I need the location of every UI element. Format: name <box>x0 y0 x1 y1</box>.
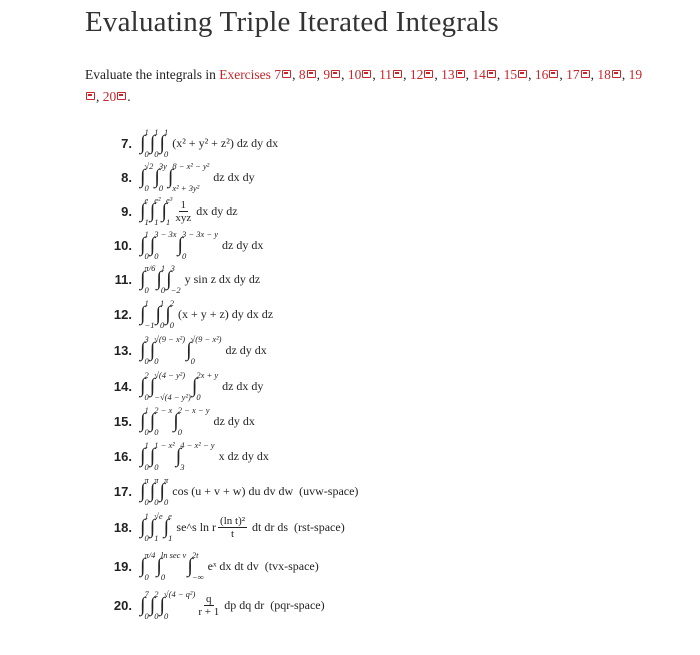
problem-number: 8. <box>121 169 132 185</box>
integral-sign: ∫ π 0 <box>140 475 149 507</box>
exercise-link-11[interactable] <box>379 67 403 82</box>
fraction: $\frac{q}{r + 1}$ <box>198 592 220 618</box>
integral-sign: ∫ e² 1 <box>149 195 161 227</box>
integral-sign: ∫ 3 − 3x − y 0 <box>177 229 218 261</box>
lower-limit: 0 <box>154 611 159 621</box>
lower-limit: 1 <box>168 533 173 543</box>
lower-limit: 0 <box>144 462 149 472</box>
exercise-link-12[interactable] <box>410 67 435 82</box>
lower-limit: 0 <box>154 462 159 472</box>
problem-number: 19. <box>113 558 132 574</box>
lower-limit: 0 <box>196 392 201 402</box>
upper-limit: ln sec v <box>160 550 187 560</box>
upper-limit: 1 <box>159 298 165 308</box>
integrand: dz dy dx <box>213 413 255 428</box>
exercise-link-label: 7 <box>274 67 282 82</box>
exercise-link-9[interactable] <box>323 67 341 82</box>
external-link-icon <box>581 70 590 78</box>
upper-limit: 3 − 3x <box>154 229 177 239</box>
integrand: dx dy dz <box>196 203 238 218</box>
exercise-link-label: 19 <box>628 67 643 82</box>
integrand: cos (u + v + w) du dv dw <box>172 483 294 498</box>
lower-limit: 0 <box>154 251 159 261</box>
lower-limit: 0 <box>160 572 166 582</box>
external-link-icon <box>424 70 433 78</box>
integral-sign: ∫ 2 0 <box>149 589 159 621</box>
lower-limit: 0 <box>144 533 149 543</box>
exercise-link-16[interactable] <box>535 67 560 82</box>
problem-13 <box>108 335 267 365</box>
problem-9 <box>108 196 238 226</box>
lower-limit: 3 <box>180 462 185 472</box>
exercise-link-label: 16 <box>534 67 549 82</box>
upper-limit: √2 <box>144 161 154 171</box>
fraction: $\frac{\text{(ln t)²}}{t}$ <box>220 514 246 540</box>
integral-sign: ∫ 1 0 <box>159 127 169 159</box>
integral-sign: ∫ e³ 1 <box>161 195 173 227</box>
integral-sign: ∫ 2x + y 0 <box>191 370 219 402</box>
exercise-link-label: 17 <box>566 67 580 82</box>
upper-limit: 7 <box>144 589 149 599</box>
integral-sign: ∫ 2 − x 0 <box>149 405 173 437</box>
lower-limit: −1 <box>144 320 155 330</box>
coordinate-space: (uvw-space) <box>299 483 359 498</box>
upper-limit: π/4 <box>144 550 156 560</box>
exercise-link-label: 10 <box>347 67 362 82</box>
integral-sign: ∫ 2 0 <box>165 298 174 330</box>
upper-limit: 3 <box>144 334 149 344</box>
problem-number: 20. <box>113 597 132 613</box>
problem-8 <box>108 162 255 192</box>
lower-limit: 0 <box>144 392 149 402</box>
problem-number: 9. <box>121 203 132 219</box>
problem-number: 10. <box>113 237 132 253</box>
lower-limit: 0 <box>144 149 149 159</box>
integral-sign: ∫ 4 − x² − y 3 <box>175 440 215 472</box>
external-link-icon <box>282 70 291 78</box>
lower-limit: 0 <box>177 427 182 437</box>
integral-sign: ∫ π/4 0 <box>140 550 156 582</box>
external-link-icon <box>456 70 465 78</box>
problem-number: 17. <box>113 483 132 499</box>
lower-limit: 0 <box>181 251 187 261</box>
integral-sign: ∫ 1 0 <box>155 298 165 330</box>
upper-limit: 1 <box>144 440 149 450</box>
integral-sign: ∫ √(4 − y²) −√(4 − y²) <box>149 370 191 402</box>
integrand: eˣ dx dt dv <box>207 558 259 573</box>
problem-20 <box>108 590 325 620</box>
external-link-icon <box>518 70 527 78</box>
problem-17 <box>108 476 358 506</box>
upper-limit: π/6 <box>144 263 156 273</box>
lower-limit: 0 <box>144 251 149 261</box>
lower-limit: 1 <box>144 217 149 227</box>
upper-limit: √e <box>154 511 163 521</box>
lower-limit: 0 <box>144 356 149 366</box>
integrand: dz dy dx <box>225 342 267 357</box>
upper-limit: e² <box>154 195 161 205</box>
problem-number: 12. <box>113 306 132 322</box>
upper-limit: 2 <box>169 298 174 308</box>
integral-sign: ∫ 8 − x² − y² x² + 3y² <box>167 161 210 193</box>
exercise-link-label: 11 <box>379 67 393 82</box>
lower-limit: 0 <box>190 356 195 366</box>
upper-limit: 2 <box>154 589 159 599</box>
external-link-icon <box>393 70 402 78</box>
integral-sign: ∫ 2t −∞ <box>187 550 204 582</box>
integral-sign: ∫ √(9 − x²) 0 <box>186 334 222 366</box>
lower-limit: 0 <box>163 611 169 621</box>
lower-limit: −√(4 − y²) <box>154 392 191 402</box>
intro-paragraph: Evaluate the integrals in Exercises 7 , 8 , 9 , 10 , 11 , 12 , 13 , 14 , 15 , 16 , 17 , 18 , 19, 20 . <box>85 67 643 104</box>
exercise-link-7[interactable] <box>274 67 292 82</box>
upper-limit: √(4 − q²) <box>163 589 196 599</box>
lower-limit: 0 <box>144 183 149 193</box>
integrand: (x² + y² + z²) dz dy dx <box>172 135 279 150</box>
integral-sign: ∫ 1 0 <box>140 405 149 437</box>
external-link-icon <box>487 70 496 78</box>
lower-limit: 1 <box>154 217 159 227</box>
integral-sign: ∫ 3y 0 <box>154 161 167 193</box>
external-link-icon <box>362 70 371 78</box>
exercise-link-14[interactable] <box>472 67 497 82</box>
upper-limit: 1 <box>144 127 149 137</box>
exercise-link-label: 8 <box>298 67 306 82</box>
exercise-link-label: 15 <box>503 67 518 82</box>
integral-sign: ∫ 1 0 <box>140 229 149 261</box>
lower-limit: 0 <box>154 149 159 159</box>
exercise-link-13[interactable] <box>441 67 466 82</box>
upper-limit: 4 − x² − y <box>180 440 215 450</box>
upper-limit: 3y <box>158 161 167 171</box>
lower-limit: 0 <box>144 572 149 582</box>
problem-14 <box>108 371 263 401</box>
external-link-icon <box>549 70 558 78</box>
lower-limit: 0 <box>163 497 169 507</box>
exercise-link-8[interactable] <box>299 67 317 82</box>
integral-sign: ∫ 1 0 <box>140 511 149 543</box>
problem-15 <box>108 406 255 436</box>
exercise-link-20[interactable] <box>103 89 128 104</box>
integrand: dp dq dr <box>224 597 265 612</box>
problem-number: 18. <box>113 519 132 535</box>
exercise-link-label: 9 <box>323 67 331 82</box>
upper-limit: e³ <box>166 195 173 205</box>
external-link-icon <box>307 70 316 78</box>
fraction: $\frac{1}{\text{xyz}}$ <box>175 198 192 224</box>
integrand: dz dx dy <box>213 169 255 184</box>
upper-limit: 1 <box>160 263 166 273</box>
exercise-link-label: 18 <box>597 67 611 82</box>
lower-limit: 0 <box>154 497 159 507</box>
lower-limit: 1 <box>154 533 159 543</box>
upper-limit: 3 <box>170 263 175 273</box>
coordinate-space: (tvx-space) <box>264 558 319 573</box>
lower-limit: 0 <box>158 183 164 193</box>
integral-sign: ∫ √2 0 <box>140 161 154 193</box>
problem-number: 13. <box>113 342 132 358</box>
problem-19 <box>108 551 319 581</box>
problem-16 <box>108 441 269 471</box>
lower-limit: −∞ <box>191 572 204 582</box>
problem-10 <box>108 230 263 260</box>
lower-limit: 0 <box>160 285 166 295</box>
integrand: y sin z dx dy dz <box>184 271 261 286</box>
integral-sign: ∫ 1 0 <box>140 127 149 159</box>
lower-limit: 0 <box>154 356 159 366</box>
upper-limit: 1 <box>144 298 149 308</box>
upper-limit: π <box>154 475 159 485</box>
exercise-link-label: 20 <box>102 89 117 104</box>
lower-limit: 0 <box>144 285 149 295</box>
upper-limit: 1 <box>144 511 149 521</box>
lower-limit: 0 <box>144 427 149 437</box>
integral-sign: ∫ π 0 <box>159 475 169 507</box>
integrand: dt dr ds <box>252 519 289 534</box>
problem-7 <box>108 128 278 158</box>
upper-limit: 2t <box>191 550 199 560</box>
integral-sign: ∫ 1 0 <box>149 127 159 159</box>
upper-limit: 8 − x² − y² <box>172 161 210 171</box>
upper-limit: e <box>168 511 172 521</box>
upper-limit: 2 <box>144 370 149 380</box>
page-title: Evaluating Triple Iterated Integrals <box>85 6 499 38</box>
upper-limit: √(4 − y²) <box>154 370 186 380</box>
lower-limit: 0 <box>163 149 169 159</box>
integrand: (x + y + z) dy dx dz <box>177 306 274 321</box>
intro-lead: Evaluate the integrals in <box>85 67 220 82</box>
external-link-icon <box>117 92 126 100</box>
integral-sign: ∫ 2 − x − y 0 <box>173 405 210 437</box>
upper-limit: 1 <box>144 405 149 415</box>
exercises-label: Exercises <box>219 67 271 82</box>
upper-limit: 1 − x² <box>154 440 175 450</box>
lower-limit: 0 <box>154 427 159 437</box>
exercise-link-label: 13 <box>441 67 455 82</box>
upper-limit: 3 − 3x − y <box>181 229 218 239</box>
integral-sign: ∫ √(4 − q²) 0 <box>159 589 196 621</box>
upper-limit: 2 − x − y <box>177 405 210 415</box>
upper-limit: 1 <box>154 127 159 137</box>
exercise-link-label: 14 <box>472 67 486 82</box>
coordinate-space: (rst-space) <box>294 519 345 534</box>
integral-sign: ∫ 1 − x² 0 <box>149 440 175 472</box>
problem-number: 7. <box>121 135 132 151</box>
exercise-link-18[interactable] <box>597 67 622 82</box>
integral-sign: ∫ 1 0 <box>140 440 149 472</box>
integral-sign: ∫ √e 1 <box>149 511 163 543</box>
problem-number: 11. <box>114 271 132 287</box>
lower-limit: 0 <box>169 320 174 330</box>
problem-12 <box>108 299 273 329</box>
integral-sign: ∫ π 0 <box>149 475 159 507</box>
integrand: dz dx dy <box>222 378 264 393</box>
integral-sign: ∫ e 1 <box>163 511 173 543</box>
external-link-icon <box>612 70 621 78</box>
upper-limit: π <box>144 475 149 485</box>
external-link-icon <box>331 70 340 78</box>
problem-number: 14. <box>113 378 132 394</box>
integral-sign: ∫ 3 −2 <box>166 263 181 295</box>
integral-sign: ∫ 3 − 3x 0 <box>149 229 177 261</box>
lower-limit: x² + 3y² <box>172 183 200 193</box>
integral-sign: ∫ ln sec v 0 <box>156 550 187 582</box>
problem-number: 15. <box>113 413 132 429</box>
integrand: dz dy dx <box>222 237 264 252</box>
problem-18 <box>108 512 345 542</box>
integral-sign: ∫ 3 0 <box>140 334 149 366</box>
upper-limit: 1 <box>144 229 149 239</box>
integral-sign: ∫ e 1 <box>140 195 149 227</box>
upper-limit: π <box>163 475 169 485</box>
integral-sign: ∫ 1 −1 <box>140 298 155 330</box>
coordinate-space: (pqr-space) <box>270 597 325 612</box>
upper-limit: √(9 − x²) <box>190 334 222 344</box>
integrand-prefix: se^s ln r <box>176 519 217 534</box>
lower-limit: 0 <box>159 320 165 330</box>
upper-limit: √(9 − x²) <box>154 334 186 344</box>
lower-limit: 1 <box>166 217 171 227</box>
integral-sign: ∫ π/6 0 <box>140 263 156 295</box>
upper-limit: 1 <box>163 127 169 137</box>
upper-limit: 2x + y <box>196 370 219 380</box>
exercise-link-10[interactable] <box>348 67 373 82</box>
lower-limit: 0 <box>144 497 149 507</box>
integrand: x dz dy dx <box>218 448 269 463</box>
integral-sign: ∫ 2 0 <box>140 370 149 402</box>
lower-limit: 0 <box>144 611 149 621</box>
exercise-link-15[interactable] <box>504 67 529 82</box>
integral-sign: ∫ √(9 − x²) 0 <box>149 334 186 366</box>
integral-sign: ∫ 7 0 <box>140 589 149 621</box>
integral-sign: ∫ 1 0 <box>156 263 166 295</box>
upper-limit: e <box>144 195 149 205</box>
lower-limit: −2 <box>170 285 181 295</box>
problem-number: 16. <box>113 448 132 464</box>
exercise-link-17[interactable] <box>566 67 591 82</box>
exercise-link-label: 12 <box>409 67 424 82</box>
upper-limit: 2 − x <box>154 405 173 415</box>
external-link-icon <box>86 92 95 100</box>
problem-11 <box>108 264 260 294</box>
